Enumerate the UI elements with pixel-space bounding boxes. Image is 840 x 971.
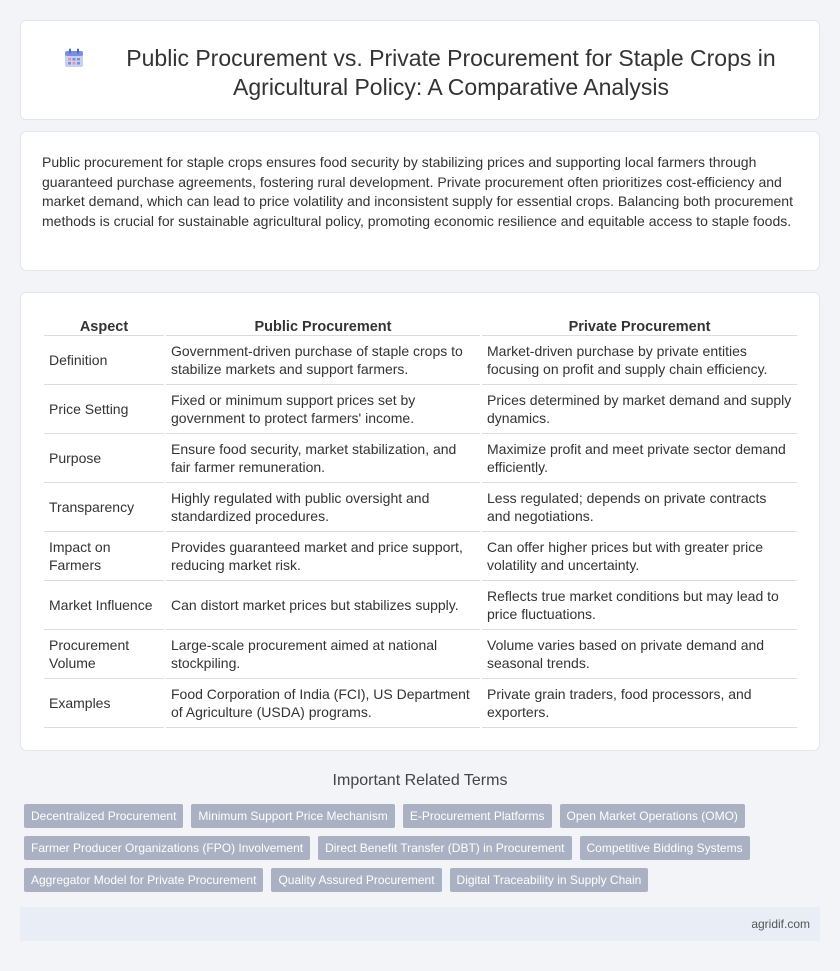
table-row	[44, 336, 797, 385]
table-row	[44, 630, 797, 679]
cell-aspect: Price Setting	[44, 385, 164, 434]
related-terms-heading: Important Related Terms	[332, 772, 508, 789]
related-term-tag[interactable]: Digital Traceability in Supply Chain	[450, 868, 649, 892]
cell-public: Food Corporation of India (FCI), US Department of Agriculture (USDA) programs.	[166, 679, 480, 728]
comparison-table-card	[20, 292, 820, 751]
cell-aspect: Market Influence	[44, 581, 164, 630]
related-term-tag[interactable]: Quality Assured Procurement	[271, 868, 441, 892]
header-private: Private Procurement	[482, 316, 797, 336]
table-row	[44, 679, 797, 728]
related-term-tag[interactable]: Decentralized Procurement	[24, 804, 183, 828]
table-row	[44, 483, 797, 532]
table-row	[44, 581, 797, 630]
cell-aspect: Impact on Farmers	[44, 532, 164, 581]
cell-public: Fixed or minimum support prices set by government to protect farmers' income.	[166, 385, 480, 434]
related-term-tag[interactable]: Direct Benefit Transfer (DBT) in Procurement	[318, 836, 571, 860]
related-term-tag[interactable]: E-Procurement Platforms	[403, 804, 552, 828]
cell-aspect: Purpose	[44, 434, 164, 483]
cell-private: Prices determined by market demand and supply dynamics.	[482, 385, 797, 434]
cell-public: Large-scale procurement aimed at national stockpiling.	[166, 630, 480, 679]
cell-public: Can distort market prices but stabilizes supply.	[166, 581, 480, 630]
cell-private: Reflects true market conditions but may lead to price fluctuations.	[482, 581, 797, 630]
table-row	[44, 434, 797, 483]
cell-private: Maximize profit and meet private sector demand efficiently.	[482, 434, 797, 483]
cell-public: Government-driven purchase of staple crops to stabilize markets and support farmers.	[166, 336, 480, 385]
cell-private: Volume varies based on private demand and seasonal trends.	[482, 630, 797, 679]
summary-paragraph: Public procurement for staple crops ensures food security by stabilizing prices and supporting local farmers through guaranteed purchase agreements, fostering rural development. Private procurement often prioritizes cost-efficiency and market demand, which can lead to price volatility and inconsistent supply for essential crops. Balancing both procurement methods is crucial for sustainable agricultural policy, promoting economic resilience and equitable access to staple foods.	[42, 154, 793, 229]
page-title: Public Procurement vs. Private Procurement for Staple Crops in Agricultural Policy: A Comparative Analysis	[126, 45, 776, 100]
table-header-row	[44, 316, 797, 336]
cell-public: Ensure food security, market stabilization, and fair farmer remuneration.	[166, 434, 480, 483]
table-row	[44, 385, 797, 434]
title-card	[20, 20, 820, 120]
related-term-tag[interactable]: Farmer Producer Organizations (FPO) Involvement	[24, 836, 310, 860]
related-term-tag[interactable]: Competitive Bidding Systems	[580, 836, 750, 860]
related-terms-list	[24, 804, 824, 900]
cell-private: Less regulated; depends on private contracts and negotiations.	[482, 483, 797, 532]
tag-row	[24, 804, 824, 828]
header-public: Public Procurement	[166, 316, 480, 336]
cell-aspect: Procurement Volume	[44, 630, 164, 679]
cell-private: Can offer higher prices but with greater price volatility and uncertainty.	[482, 532, 797, 581]
comparison-table	[42, 316, 799, 728]
tag-row	[24, 836, 824, 860]
footer-site: agridif.com	[751, 917, 810, 931]
footer	[20, 907, 820, 941]
cell-public: Provides guaranteed market and price support, reducing market risk.	[166, 532, 480, 581]
cell-aspect: Examples	[44, 679, 164, 728]
table-row	[44, 532, 797, 581]
summary-card	[20, 131, 820, 271]
cell-aspect: Definition	[44, 336, 164, 385]
related-term-tag[interactable]: Open Market Operations (OMO)	[560, 804, 745, 828]
cell-private: Private grain traders, food processors, and exporters.	[482, 679, 797, 728]
cell-private: Market-driven purchase by private entities focusing on profit and supply chain efficiency.	[482, 336, 797, 385]
header-aspect: Aspect	[44, 316, 164, 336]
related-term-tag[interactable]: Minimum Support Price Mechanism	[191, 804, 394, 828]
tag-row	[24, 868, 824, 892]
related-term-tag[interactable]: Aggregator Model for Private Procurement	[24, 868, 263, 892]
cell-public: Highly regulated with public oversight and standardized procedures.	[166, 483, 480, 532]
cell-aspect: Transparency	[44, 483, 164, 532]
